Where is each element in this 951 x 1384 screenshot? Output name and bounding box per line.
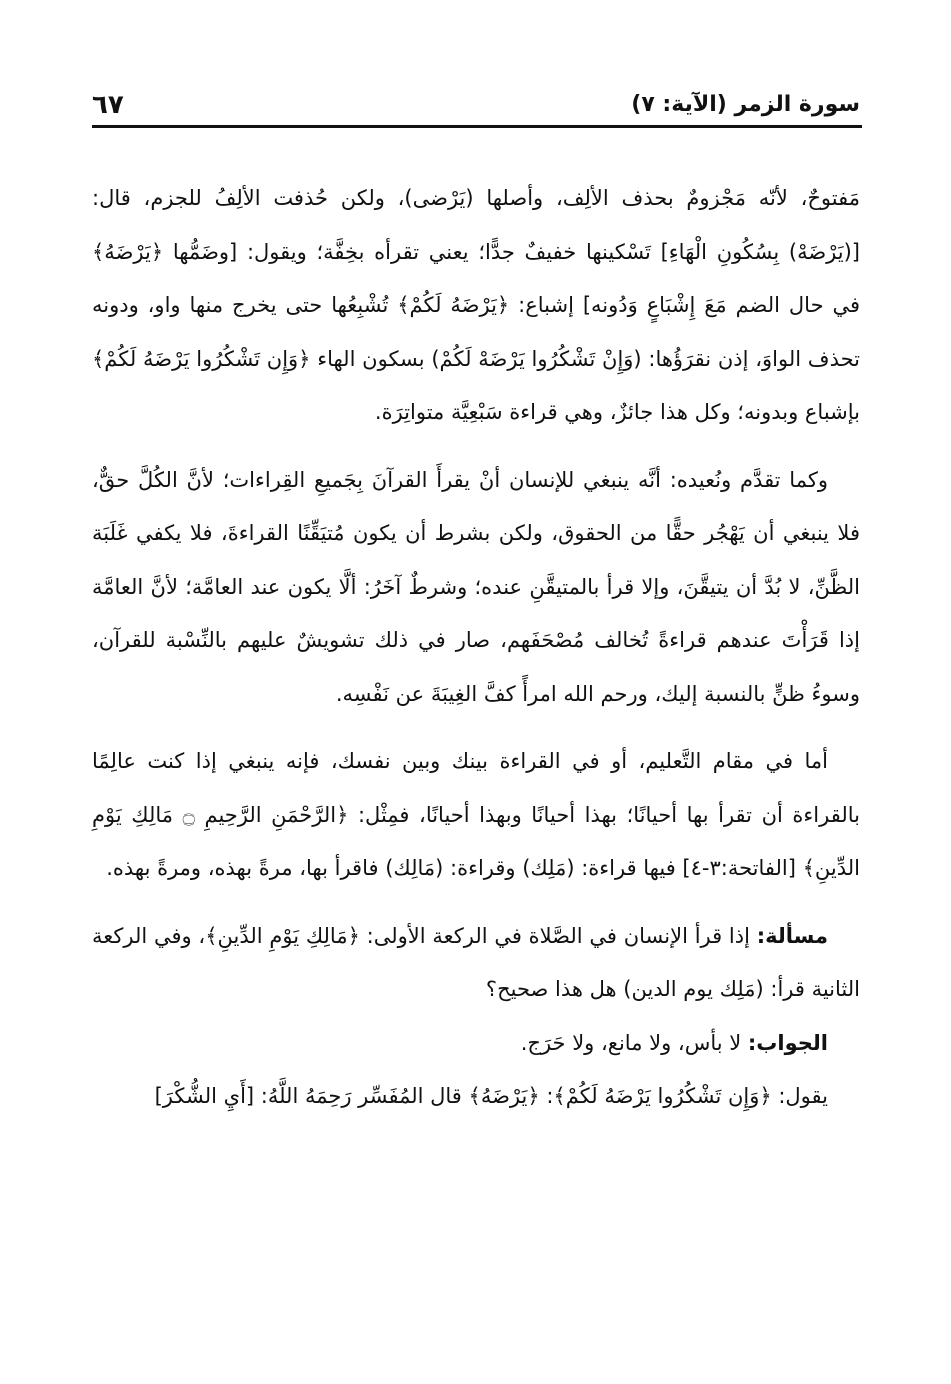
page-number: ٦٧ [92,90,124,120]
answer-label: الجواب: [747,1030,828,1055]
paragraph-gap [92,896,860,910]
paragraph-gap [92,440,860,454]
paragraph-2: وكما تقدَّم ونُعيده: أنَّه ينبغي للإنسان أنْ يقرأَ القرآنَ بِجَميعِ القِراءات؛ لأنَّ الكُلَّ حقٌّ، فلا ينبغي أن يَهْجُر حقًّا من الحقوق، ولكن بشرط أن يكون مُتيَقِّنًا القراءةَ، فلا يكفي غَلَبَة الظَّنِّ، لا بُدَّ أن يتيقَّنَ، وإلا قرأ بالمتيقَّنِ عنده؛ وشرطٌ آخَرُ: ألَّا يكون عند العامَّة؛ لأنَّ العامَّة إذا قَرَأْتَ عندهم قراءةً تُخالف مُصْحَفَهم، صار في ذلك تشويشٌ عليهم بالنِّسْبة للقرآن، وسوءُ ظنٍّ بالنسبة إليك، ورحم الله امرأً كفَّ الغِيبَةَ عن نَفْسِه. [92,467,860,706]
closing-line: يقول: ﴿وَإِن تَشْكُرُوا يَرْضَهُ لَكُمْ﴾: ﴿يَرْضَهُ﴾ قال المُفَسِّر رَحِمَهُ اللَّهُ: [أَيِ الشُّكْرَ] [154,1084,828,1108]
answer-paragraph [92,1017,860,1071]
question-label: مسألة: [756,923,828,948]
page-header [92,90,860,130]
question-text: إذا قرأ الإنسان في الصَّلاة في الركعة الأولى: ﴿مَالِكِ يَوْمِ الدِّينِ﴾، وفي الركعة الثانية قرأ: (مَلِك يوم الدين) هل هذا صحيح؟ [92,923,860,1001]
surah-heading: سورة الزمر (الآية: ٧) [631,92,860,117]
paragraph-3: أما في مقام التَّعليم، أو في القراءة بينك وبين نفسك، فإنه ينبغي إذا كنت عالِمًا بالقراءة أن تقرأ بها أحيانًا؛ بهذا أحيانًا وبهذا أحيانًا، فمِثْل: ﴿الرَّحْمَنِ الرَّحِيمِ ۝ مَالِكِ يَوْمِ الدِّينِ﴾ [الفاتحة:٣-٤] فيها قراءة: (مَلِك) وقراءة: (مَالِك) فاقرأ بها، مرةً بهذه، ومرةً بهذه. [92,749,860,880]
question-paragraph [92,910,860,1017]
paragraph-1: مَفتوحٌ، لأنّه مَجْزومٌ بحذف الألِف، وأصلها (يَرْضى)، ولكن حُذفت الألِفُ للجزم، قال: [(يَرْضَهْ) بِسُكُونِ الْهَاءِ] تَسْكينها خفيفٌ جدًّا؛ يعني تقرأه بخِفَّة؛ ويقول: [وضَمُّها ﴿يَرْضَهُ﴾ في حال الضم مَعَ إِشْبَاعٍ وَدُونه] إشباع: ﴿يَرْضَهُ لَكُمْ﴾ تُشْبِعُها حتى يخرج منها واو، ودونه تحذف الواوَ، إذن نقرَؤُها: (وَإِنْ تَشْكُرُوا يَرْضَهْ لَكُمْ) بسكون الهاء ﴿وَإِن تَشْكُرُوا يَرْضَهُ لَكُمْ﴾ بإشباع وبدونه؛ وكل هذا جائزٌ، وهي قراءة سَبْعِيَّة متواتِرَة. [92,186,860,424]
page-body [92,172,860,1124]
answer-text: لا بأس، ولا مانع، ولا حَرَج. [520,1030,748,1055]
paragraph-gap [92,721,860,735]
header-divider [92,125,862,128]
